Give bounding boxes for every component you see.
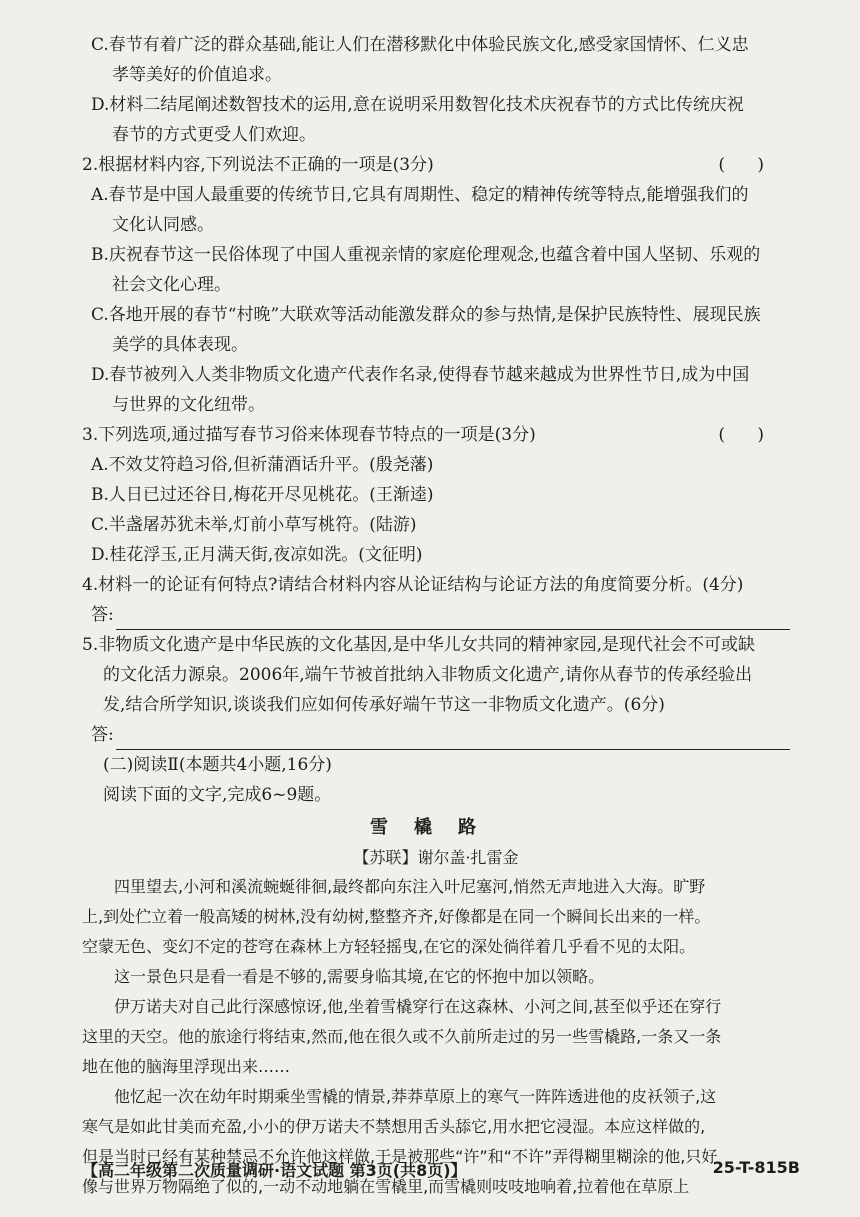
passage-line: 像与世界万物隔绝了似的,一动不动地躺在雪橇里,而雪橇则吱吱地响着,拉着他在草原上 [82,1177,690,1196]
q2-option-b [82,240,790,300]
passage-line: 这一景色只是看一看是不够的,需要身临其境,在它的怀抱中加以领略。 [114,967,605,986]
passage-paragraph-4 [82,1082,790,1202]
q5-answer-line[interactable] [116,727,790,750]
q2-option-d-text: D.春节被列入人类非物质文化遗产代表作名录,使得春节越来越成为世界性节日,成为中国 [91,365,750,385]
passage-title: 雪橇路 [370,817,502,838]
q3-answer-paren: ( ) [718,425,764,445]
page-footer [82,1158,800,1181]
q2-option-c-text: C.各地开展的春节“村晚”大联欢等活动能激发群众的参与热情,是保护民族特性、展现民族 [91,305,761,325]
passage-line: 四里望去,小河和溪流蜿蜒徘徊,最终都向东注入叶尼塞河,悄然无声地进入大海。旷野 [114,877,706,896]
passage-paragraph-2 [82,962,790,992]
passage-line: 伊万诺夫对自己此行深感惊讶,他,坐着雪橇穿行在这森林、小河之间,甚至似乎还在穿行 [114,997,722,1016]
footer-exam-code: 25-T-815B [712,1158,800,1177]
q5-answer[interactable] [82,720,790,750]
section-heading: (二)阅读Ⅱ(本题共4小题,16分) [103,755,332,775]
q5-stem-line2: 的文化活力源泉。2006年,端午节被首批纳入非物质文化遗产,请你从春节的传承经验出 [103,665,753,685]
q4-answer-label: 答: [91,605,114,625]
passage-line: 他忆起一次在幼年时期乘坐雪橇的情景,莽莽草原上的寒气一阵阵透进他的皮袄领子,这 [114,1087,717,1106]
q1-option-c-cont: 孝等美好的价值追求。 [112,65,282,85]
q2-option-b-text: B.庆祝春节这一民俗体现了中国人重视亲情的家庭伦理观念,也蕴含着中国人坚韧、乐观的 [91,245,761,265]
q2-stem-text: 2.根据材料内容,下列说法不正确的一项是(3分) [82,155,434,175]
q1-option-d-cont: 春节的方式更受人们欢迎。 [112,125,316,145]
q2-option-a-text: A.春节是中国人最重要的传统节日,它具有周期性、稳定的精神传统等特点,能增强我们的 [91,185,749,205]
q1-option-c [82,30,790,90]
passage-line: 地在他的脑海里浮现出来…… [82,1057,291,1076]
footer-exam-info: 【高二年级第二次质量调研·语文试题 第3页(共8页)】 [82,1161,467,1180]
q5-stem-line3: 发,结合所学知识,谈谈我们应如何传承好端午节这一非物质文化遗产。(6分) [103,695,665,715]
q3-option-b: B.人日已过还谷日,梅花开尽见桃花。(王渐逵) [91,485,434,505]
passage-line: 空蒙无色、变幻不定的苍穹在森林上方轻轻摇曳,在它的深处徜徉着几乎看不见的太阳。 [82,937,696,956]
q1-option-d [82,90,790,150]
q4-stem: 4.材料一的论证有何特点?请结合材料内容从论证结构与论证方法的角度简要分析。(4分) [82,575,744,595]
q3-option-d: D.桂花浮玉,正月满天街,夜凉如洗。(文征明) [91,545,423,565]
q1-option-c-text: C.春节有着广泛的群众基础,能让人们在潜移默化中体验民族文化,感受家国情怀、仁义忠 [91,35,749,55]
q3-stem [82,420,790,450]
section-instruction: 阅读下面的文字,完成6~9题。 [103,785,332,805]
q5-stem-line1: 5.非物质文化遗产是中华民族的文化基因,是中华儿女共同的精神家园,是现代社会不可或缺 [82,635,756,655]
passage-line: 这里的天空。他的旅途行将结束,然而,他在很久或不久前所走过的另一些雪橇路,一条又一条 [82,1027,722,1046]
q2-option-a [82,180,790,240]
q2-stem [82,150,790,180]
q3-stem-text: 3.下列选项,通过描写春节习俗来体现春节特点的一项是(3分) [82,425,536,445]
passage-line: 但是当时已经有某种禁忌不允许他这样做,于是被那些“许”和“不许”弄得糊里糊涂的他,只好 [82,1147,718,1166]
passage-line: 上,到处伫立着一般高矮的树林,没有幼树,整整齐齐,好像都是在同一个瞬间长出来的一样。 [82,907,711,926]
q4-answer[interactable] [82,600,790,630]
q2-option-c-cont: 美学的具体表现。 [112,335,248,355]
q2-option-a-cont: 文化认同感。 [112,215,214,235]
q3-option-c: C.半盏屠苏犹未举,灯前小草写桃符。(陆游) [91,515,417,535]
q2-option-d [82,360,790,420]
passage-paragraph-3 [82,992,790,1082]
passage-line: 寒气是如此甘美而充盈,小小的伊万诺夫不禁想用舌头舔它,用水把它浸湿。本应这样做的, [82,1117,706,1136]
q5-answer-label: 答: [91,725,114,745]
q2-option-b-cont: 社会文化心理。 [112,275,231,295]
q2-answer-paren: ( ) [718,155,764,175]
q3-option-a: A.不效艾符趋习俗,但祈蒲酒话升平。(殷尧藩) [91,455,434,475]
q2-option-c [82,300,790,360]
passage-author: 【苏联】谢尔盖·扎雷金 [353,848,519,867]
q4-answer-line[interactable] [116,607,790,630]
q2-option-d-cont: 与世界的文化纽带。 [112,395,265,415]
passage-paragraph-1 [82,872,790,962]
q1-option-d-text: D.材料二结尾阐述数智技术的运用,意在说明采用数智化技术庆祝春节的方式比传统庆祝 [91,95,744,115]
